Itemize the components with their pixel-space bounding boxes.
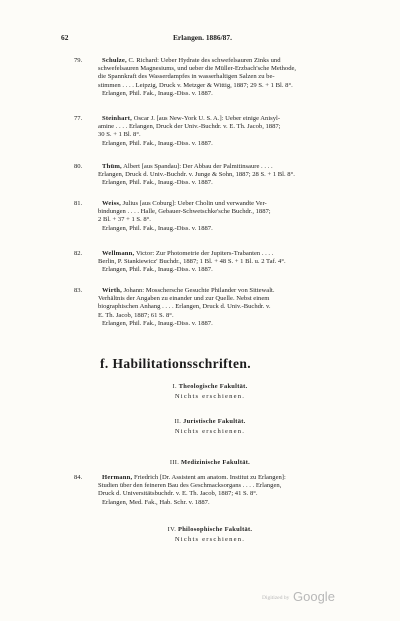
author-name: Steinhart, [102, 115, 133, 122]
subsection-numeral: IV. [167, 526, 177, 533]
entry-imprint: Erlangen, Phil. Fak., Inaug.-Diss. v. 1887. [102, 89, 213, 97]
entry-imprint: Erlangen, Med. Fak., Hab. Schr. v. 1887. [102, 498, 210, 506]
entry-imprint: Erlangen, Phil. Fak., Inaug.-Diss. v. 1887. [102, 139, 213, 147]
subsection-note: Nichts erschienen. [174, 393, 246, 401]
entry-line: die Spannkraft des Wasserdampfes in wasserhaltigen Salzen zu be- [98, 73, 275, 81]
subsection-numeral: II. [174, 418, 182, 425]
subsection-note: Nichts erschienen. [174, 428, 246, 436]
entry-text: Oscar J. [aus New-York U. S. A.]: Ueber einige Anisyl- [133, 115, 281, 122]
list-item [61, 115, 355, 148]
subsection-note: Nichts erschienen. [174, 536, 246, 544]
entry-text: Julius [aus Coburg]: Ueber Cholin und verwandte Ver- [122, 200, 267, 207]
entry-line: Studien über den feineren Bau des Geschmacksorgans . . . . Erlangen, [98, 482, 282, 490]
list-item [61, 200, 355, 233]
watermark-brand: Google [293, 589, 335, 604]
entry-number: 82. [74, 250, 83, 257]
entry-line: schwefelsauren Magnesiums, und ueber die Müller-Erzbach'sche Methode, [98, 65, 297, 73]
subsection-title: Theologische Fakultät. [178, 383, 248, 390]
author-name: Weiss, [102, 200, 121, 207]
entry-number: 81. [74, 200, 83, 207]
subsection-law [60, 418, 360, 436]
running-title: Erlangen. 1886/87. [173, 33, 232, 42]
entry-line: bindungen . . . . Halle, Gebauer-Schwetschke'sche Buchdr., 1887; [98, 208, 271, 216]
author-name: Hermann, [102, 474, 133, 481]
watermark-prefix: Digitized by [262, 595, 290, 601]
entry-line: Druck d. Universitätsbuchdr. v. E. Th. Jacob, 1887; 41 S. 8°. [98, 490, 258, 498]
list-item [61, 287, 355, 328]
subsection-philosophy [60, 526, 360, 544]
entry-text: Albert [aus Spandau]: Der Abbau der Palmitinsaure . . . . [123, 163, 273, 170]
entry-line: biographischen Anhang . . . . Erlangen, Druck d. Univ.-Buchdr. v. [98, 303, 271, 311]
list-item [61, 57, 355, 98]
entry-imprint: Erlangen, Phil. Fak., Inaug.-Diss. v. 1887. [102, 179, 213, 187]
subsection-numeral: I. [172, 383, 177, 390]
entry-line: 2 Bl. + 37 + 1 S. 8°. [98, 216, 151, 224]
entry-line: Berlin, P. Stankiewicz' Buchdr., 1887; 1 Bl. + 48 S. + 1 Bl. u. 2 Taf. 4°. [98, 258, 286, 266]
entry-number: 79. [74, 57, 83, 64]
entry-text: C. Richard: Ueber Hydrate des schwefelsauren Zinks und [128, 57, 281, 64]
entry-imprint: Erlangen, Phil. Fak., Inaug.-Diss. v. 1887. [102, 224, 213, 232]
author-name: Thüm, [102, 163, 122, 170]
subsection-title: Philosophische Fakultät. [178, 526, 253, 533]
subsection-title: Medizinische Fakultät. [181, 459, 251, 466]
subsection-title: Juristische Fakultät. [183, 418, 246, 425]
page-number: 62 [61, 33, 69, 42]
entry-imprint: Erlangen, Phil. Fak., Inaug.-Diss. v. 1887. [102, 319, 213, 327]
entry-line: Erlangen, Druck d. Univ.-Buchdr. v. Junge & Sohn, 1887; 28 S. + 1 Bl. 8°. [98, 171, 295, 179]
entry-imprint: Erlangen, Phil. Fak., Inaug.-Diss. v. 1887. [102, 266, 213, 274]
author-name: Wirth, [102, 287, 122, 294]
entry-line: amine . . . . Erlangen, Druck der Univ.-Buchdr. v. E. Th. Jacob, 1887; [98, 123, 281, 131]
entry-number: 80. [74, 163, 83, 170]
entry-text: Johann: Mosschersche Gesuchte Philander von Sittewalt. [123, 287, 275, 294]
section-title: f. Habilitationsschriften. [100, 356, 252, 371]
list-item [61, 163, 355, 188]
entry-line: Verhältnis der Angaben zu einander und zur Quelle. Nebst einem [98, 295, 270, 303]
entry-number: 84. [74, 474, 83, 481]
entry-number: 83. [74, 287, 83, 294]
digitized-by-google-watermark [262, 589, 362, 604]
author-name: Wellmann, [102, 250, 135, 257]
author-name: Schulze, [102, 57, 127, 64]
entry-line: stimmen . . . . Leipzig, Druck v. Metzger & Wittig, 1887; 29 S. + 1 Bl. 8°. [98, 81, 293, 89]
list-item [61, 250, 355, 275]
entry-text: Friedrich [Dr. Assistent am anatom. Institut zu Erlangen]: [134, 474, 286, 481]
page-header [61, 34, 355, 44]
subsection-theology [60, 383, 360, 401]
subsection-medicine [60, 459, 360, 467]
subsection-numeral: III. [169, 459, 180, 466]
entry-number: 77. [74, 115, 83, 122]
list-item [61, 474, 355, 507]
entry-line: E. Th. Jacob, 1887; 61 S. 8°. [98, 311, 174, 319]
entry-text: Victor: Zur Photometrie der Jupiters-Trabanten . . . . [135, 250, 274, 257]
entry-line: 30 S. + 1 Bl. 8°. [98, 131, 141, 139]
